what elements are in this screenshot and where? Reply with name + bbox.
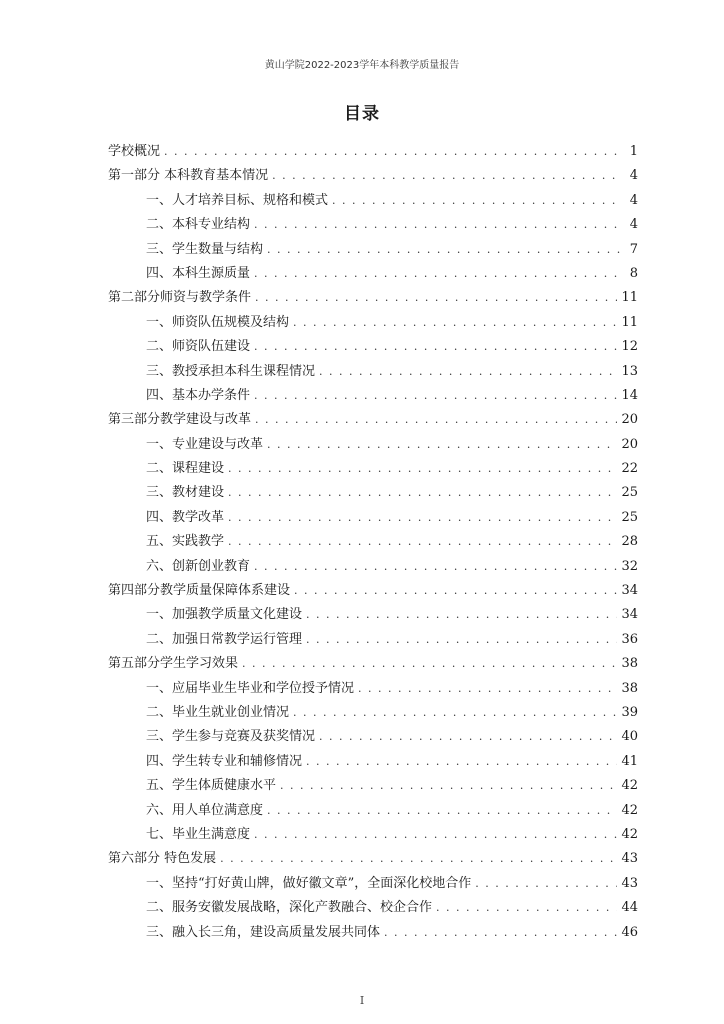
toc-entry[interactable] <box>108 433 638 457</box>
toc-entry[interactable] <box>108 750 638 774</box>
toc-entry-label: 第三部分教学建设与改革 <box>108 412 252 428</box>
toc-entry-page: 44 <box>621 900 638 916</box>
toc-title: 目录 <box>344 104 380 124</box>
toc-entry-page: 4 <box>629 192 638 208</box>
toc-entry-label: 三、教材建设 <box>146 485 225 501</box>
toc-entry[interactable] <box>108 774 638 798</box>
toc-entry[interactable] <box>108 189 638 213</box>
toc-entry-page: 46 <box>621 924 638 940</box>
toc-entry-page: 38 <box>621 680 638 696</box>
toc-entry[interactable] <box>108 677 638 701</box>
toc-leader-dots <box>332 189 620 213</box>
toc-entry-page: 43 <box>621 875 638 891</box>
toc-leader-dots <box>254 555 617 579</box>
toc-leader-dots <box>319 725 617 749</box>
toc-entry-label: 第五部分学生学习效果 <box>108 656 239 672</box>
toc-entry-page: 22 <box>621 461 638 477</box>
toc-entry[interactable] <box>108 896 638 920</box>
toc-leader-dots <box>254 213 620 237</box>
toc-entry-label: 七、毕业生满意度 <box>146 826 251 842</box>
toc-entry-page: 7 <box>629 241 638 257</box>
toc-entry-page: 4 <box>629 217 638 233</box>
toc-entry-page: 42 <box>621 802 638 818</box>
toc-entry-page: 38 <box>621 656 638 672</box>
toc-entry-label: 第一部分 本科教育基本情况 <box>108 168 269 184</box>
toc-entry[interactable] <box>108 725 638 749</box>
toc-entry-label: 第四部分教学质量保障体系建设 <box>108 583 291 599</box>
toc-entry-page: 8 <box>629 265 638 281</box>
toc-entry[interactable] <box>108 799 638 823</box>
toc-entry-page: 20 <box>621 412 638 428</box>
toc-entry-page: 32 <box>621 558 638 574</box>
toc-entry-page: 13 <box>621 363 638 379</box>
toc-entry-page: 11 <box>621 290 638 306</box>
toc-entry-label: 一、专业建设与改革 <box>146 436 264 452</box>
page-number: I <box>359 994 365 1007</box>
toc-leader-dots <box>436 896 617 920</box>
toc-entry[interactable] <box>108 506 638 530</box>
toc-entry-label: 四、学生转专业和辅修情况 <box>146 753 303 769</box>
toc-entry[interactable] <box>108 140 638 164</box>
toc-leader-dots <box>280 774 617 798</box>
toc-entry-page: 43 <box>621 851 638 867</box>
toc-leader-dots <box>242 652 617 676</box>
toc-entry[interactable] <box>108 481 638 505</box>
toc-leader-dots <box>272 164 620 188</box>
toc-entry-page: 20 <box>621 436 638 452</box>
toc-entry[interactable] <box>108 603 638 627</box>
toc-entry-page: 28 <box>621 534 638 550</box>
toc-entry[interactable] <box>108 335 638 359</box>
toc-entry-label: 四、教学改革 <box>146 509 225 525</box>
toc-leader-dots <box>254 384 617 408</box>
toc-entry[interactable] <box>108 628 638 652</box>
toc-leader-dots <box>306 603 617 627</box>
toc-leader-dots <box>228 481 617 505</box>
toc-leader-dots <box>358 677 617 701</box>
toc-entry[interactable] <box>108 555 638 579</box>
table-of-contents <box>108 140 638 945</box>
toc-entry[interactable] <box>108 213 638 237</box>
toc-entry-label: 一、加强教学质量文化建设 <box>146 607 303 623</box>
toc-entry-label: 学校概况 <box>108 144 161 159</box>
toc-leader-dots <box>254 335 617 359</box>
toc-leader-dots <box>475 872 617 896</box>
toc-leader-dots <box>384 921 617 945</box>
toc-entry-label: 一、人才培养目标、规格和模式 <box>146 192 329 208</box>
toc-entry-page: 40 <box>621 729 638 745</box>
toc-entry[interactable] <box>108 823 638 847</box>
toc-entry-page: 4 <box>629 168 638 184</box>
toc-entry-label: 二、毕业生就业创业情况 <box>146 704 290 720</box>
toc-entry-page: 36 <box>621 631 638 647</box>
toc-entry-label: 四、基本办学条件 <box>146 387 251 403</box>
toc-entry-page: 25 <box>621 485 638 501</box>
toc-entry-label: 五、实践教学 <box>146 534 225 550</box>
toc-leader-dots <box>306 750 617 774</box>
toc-entry[interactable] <box>108 457 638 481</box>
toc-leader-dots <box>228 506 617 530</box>
toc-entry-page: 14 <box>621 387 638 403</box>
toc-entry-label: 三、学生参与竞赛及获奖情况 <box>146 729 316 745</box>
toc-leader-dots <box>319 360 617 384</box>
toc-entry-label: 三、融入长三角，建设高质量发展共同体 <box>146 924 381 940</box>
toc-entry-label: 第二部分师资与教学条件 <box>108 290 252 306</box>
toc-entry-label: 六、创新创业教育 <box>146 558 251 574</box>
toc-entry-label: 二、本科专业结构 <box>146 217 251 233</box>
toc-leader-dots <box>294 579 617 603</box>
toc-entry-page: 42 <box>621 778 638 794</box>
toc-entry-label: 一、应届毕业生毕业和学位授予情况 <box>146 680 355 696</box>
toc-entry-label: 二、课程建设 <box>146 461 225 477</box>
toc-entry-label: 一、坚持“打好黄山牌，做好徽文章”，全面深化校地合作 <box>146 875 472 891</box>
toc-entry[interactable] <box>108 847 638 871</box>
toc-leader-dots <box>228 530 617 554</box>
toc-entry-page: 1 <box>629 144 638 159</box>
toc-entry[interactable] <box>108 360 638 384</box>
toc-entry-page: 11 <box>621 314 638 330</box>
toc-entry-label: 二、加强日常教学运行管理 <box>146 631 303 647</box>
toc-entry[interactable] <box>108 921 638 945</box>
toc-leader-dots <box>220 847 617 871</box>
toc-leader-dots <box>267 799 617 823</box>
toc-leader-dots <box>306 628 617 652</box>
toc-leader-dots <box>267 433 617 457</box>
toc-entry[interactable] <box>108 701 638 725</box>
toc-entry[interactable] <box>108 579 638 603</box>
toc-entry[interactable] <box>108 872 638 896</box>
toc-entry-label: 二、服务安徽发展战略，深化产教融合、校企合作 <box>146 900 433 916</box>
toc-entry-label: 一、师资队伍规模及结构 <box>146 314 290 330</box>
toc-entry-page: 41 <box>621 753 638 769</box>
toc-entry[interactable] <box>108 652 638 676</box>
toc-entry[interactable] <box>108 238 638 262</box>
toc-entry-page: 39 <box>621 704 638 720</box>
toc-entry-label: 三、教授承担本科生课程情况 <box>146 363 316 379</box>
toc-entry-page: 42 <box>621 826 638 842</box>
toc-entry[interactable] <box>108 262 638 286</box>
toc-entry[interactable] <box>108 286 638 310</box>
toc-leader-dots <box>228 457 617 481</box>
toc-leader-dots <box>164 140 620 164</box>
toc-leader-dots <box>293 311 617 335</box>
toc-leader-dots <box>267 238 620 262</box>
toc-entry-page: 25 <box>621 509 638 525</box>
toc-entry-label: 五、学生体质健康水平 <box>146 778 277 794</box>
toc-entry-label: 二、师资队伍建设 <box>146 339 251 355</box>
toc-entry-page: 12 <box>621 339 638 355</box>
toc-entry-label: 三、学生数量与结构 <box>146 241 264 257</box>
toc-entry[interactable] <box>108 408 638 432</box>
toc-leader-dots <box>293 701 617 725</box>
toc-entry-page: 34 <box>621 583 638 599</box>
toc-entry-label: 六、用人单位满意度 <box>146 802 264 818</box>
toc-entry[interactable] <box>108 384 638 408</box>
toc-leader-dots <box>255 286 617 310</box>
toc-entry-label: 四、本科生源质量 <box>146 265 251 281</box>
toc-entry[interactable] <box>108 164 638 188</box>
toc-leader-dots <box>255 408 617 432</box>
toc-leader-dots <box>254 823 617 847</box>
toc-entry-label: 第六部分 特色发展 <box>108 851 217 867</box>
running-header: 黄山学院2022-2023学年本科教学质量报告 <box>264 60 460 71</box>
toc-leader-dots <box>254 262 620 286</box>
toc-entry-page: 34 <box>621 607 638 623</box>
toc-entry[interactable] <box>108 530 638 554</box>
toc-entry[interactable] <box>108 311 638 335</box>
